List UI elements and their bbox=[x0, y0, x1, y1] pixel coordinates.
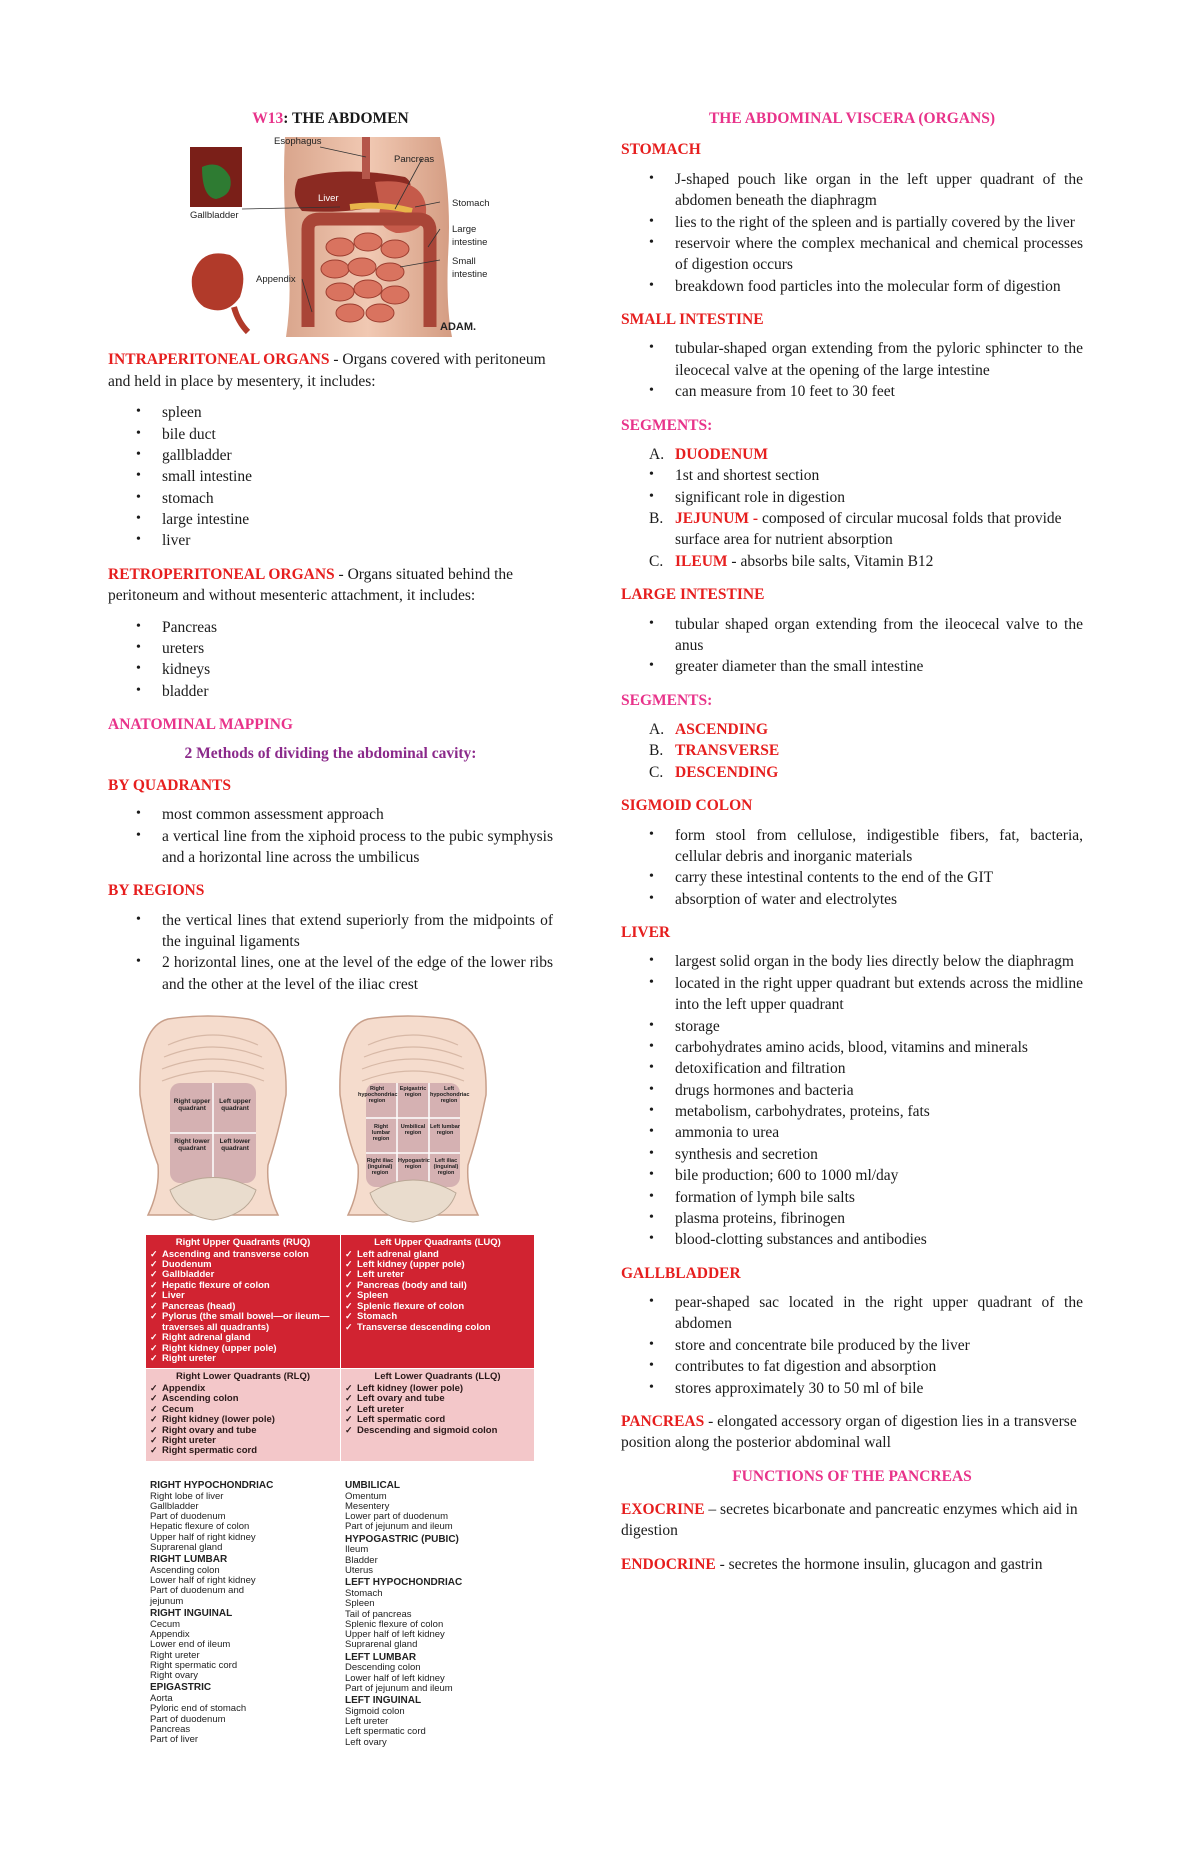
list-item: • drugs hormones and bacteria bbox=[621, 1080, 1083, 1101]
luq-heading: Left Upper Quadrants (LUQ) bbox=[374, 1237, 501, 1249]
list-item: ✓ Appendix bbox=[150, 1384, 336, 1394]
list-item: • bladder bbox=[108, 681, 553, 702]
list-item: ✓ Pancreas (head) bbox=[150, 1302, 336, 1312]
region-heading: RIGHT INGUINAL bbox=[150, 1607, 233, 1619]
pancreas-label: PANCREAS bbox=[621, 1412, 705, 1430]
list-item: Stomach bbox=[345, 1588, 383, 1600]
endocrine-text: - secretes the hormone insulin, glucagon and gastrin bbox=[715, 1555, 1043, 1573]
segment-item bbox=[621, 508, 1083, 551]
list-item: • formation of lymph bile salts bbox=[621, 1187, 1083, 1208]
list-item: • 1st and shortest section bbox=[621, 465, 1083, 486]
list-item: • store and concentrate bile produced by the liver bbox=[621, 1335, 1083, 1356]
list-item: ✓ Right ureter bbox=[150, 1354, 336, 1364]
regions-heading: BY REGIONS bbox=[108, 882, 205, 900]
intraperitoneal-paragraph bbox=[108, 349, 553, 392]
large-intestine-segments bbox=[621, 719, 1083, 783]
list-item: Part of duodenum bbox=[150, 1713, 226, 1725]
list-item: Lower half of left kidney bbox=[345, 1672, 445, 1684]
list-item: • carbohydrates amino acids, blood, vitamins and minerals bbox=[621, 1037, 1083, 1058]
list-item: Left spermatic cord bbox=[345, 1726, 426, 1738]
endocrine-paragraph bbox=[621, 1554, 1083, 1575]
gallbladder-label: Gallbladder bbox=[190, 210, 239, 222]
duodenum-label: DUODENUM bbox=[675, 445, 768, 463]
list-item: • small intestine bbox=[108, 466, 553, 487]
region-column-2 bbox=[335, 1479, 520, 1748]
region-column-1 bbox=[150, 1479, 335, 1748]
quadrant-organ-table bbox=[146, 1235, 534, 1461]
region-label: Left iliac (inguinal) region bbox=[433, 1158, 459, 1176]
list-item: Splenic flexure of colon bbox=[345, 1618, 444, 1630]
list-item: Spleen bbox=[345, 1598, 375, 1610]
list-item: • greater diameter than the small intestine bbox=[621, 656, 1083, 677]
rlq-cell bbox=[146, 1368, 340, 1461]
list-item: ✓ Stomach bbox=[345, 1312, 530, 1322]
list-item: ✓ Gallbladder bbox=[150, 1270, 336, 1280]
list-item: • absorption of water and electrolytes bbox=[621, 889, 1083, 910]
list-item: • J-shaped pouch like organ in the left upper quadrant of the abdomen beneath the diaphragm bbox=[621, 169, 1083, 212]
list-item: • bile duct bbox=[108, 424, 553, 445]
segment-item bbox=[621, 762, 1083, 783]
list-item: ✓ Left ureter bbox=[345, 1270, 530, 1280]
list-item: ✓ Right spermatic cord bbox=[150, 1446, 336, 1456]
region-organ-table bbox=[150, 1479, 520, 1748]
exocrine-paragraph bbox=[621, 1499, 1083, 1542]
list-item: Ileum bbox=[345, 1544, 369, 1556]
list-item: • stomach bbox=[108, 488, 553, 509]
list-item: ✓ Left spermatic cord bbox=[345, 1415, 530, 1425]
list-item: ✓ Ascending and transverse colon bbox=[150, 1250, 336, 1260]
list-item: ✓ Spleen bbox=[345, 1291, 530, 1301]
region-label: Umbilical region bbox=[400, 1124, 426, 1136]
list-item: • significant role in digestion bbox=[621, 487, 1083, 508]
list-item: • ureters bbox=[108, 638, 553, 659]
region-heading: UMBILICAL bbox=[345, 1479, 400, 1491]
list-item: Sigmoid colon bbox=[345, 1705, 405, 1717]
region-heading: EPIGASTRIC bbox=[150, 1682, 212, 1694]
ruq-heading: Right Upper Quadrants (RUQ) bbox=[175, 1237, 311, 1249]
list-item: ✓ Left ureter bbox=[345, 1405, 530, 1415]
quad-label-rlq: Right lower quadrant bbox=[174, 1138, 210, 1152]
list-item: ✓ Liver bbox=[150, 1291, 336, 1301]
retroperitoneal-list bbox=[108, 617, 553, 703]
list-item: ✓ Right ureter bbox=[150, 1436, 336, 1446]
list-item: Omentum bbox=[345, 1490, 387, 1502]
region-heading: LEFT LUMBAR bbox=[345, 1651, 417, 1663]
list-item: ✓ Right ovary and tube bbox=[150, 1426, 336, 1436]
intraperitoneal-heading: INTRAPERITONEAL ORGANS bbox=[108, 351, 330, 369]
segment-label: DESCENDING bbox=[675, 763, 779, 781]
segment-item bbox=[621, 551, 1083, 572]
list-item: • contributes to fat digestion and absorption bbox=[621, 1356, 1083, 1377]
list-item: • pear-shaped sac located in the right upper quadrant of the abdomen bbox=[621, 1292, 1083, 1335]
list-item: • gallbladder bbox=[108, 445, 553, 466]
list-marker: C. bbox=[649, 763, 664, 781]
region-label: Right lumbar region bbox=[371, 1124, 391, 1142]
list-item: Hepatic flexure of colon bbox=[150, 1521, 250, 1533]
list-item: traverses all quadrants) bbox=[162, 1321, 270, 1333]
pancreas-text: - elongated accessory organ of digestion lies in a transverse position along the posterior abdominal wall bbox=[621, 1412, 1077, 1452]
list-item: Upper half of left kidney bbox=[345, 1629, 445, 1641]
quadrants-list bbox=[108, 804, 553, 868]
list-item: ✓ Descending and sigmoid colon bbox=[345, 1426, 530, 1436]
list-item: ✓ Cecum bbox=[150, 1405, 336, 1415]
list-item: Left ureter bbox=[345, 1716, 389, 1728]
abdominal-division-illustration bbox=[108, 1015, 553, 1225]
segment-label: TRANSVERSE bbox=[675, 742, 780, 760]
list-item: ✓ Right kidney (lower pole) bbox=[150, 1415, 336, 1425]
region-label: Hypogastric region bbox=[398, 1158, 430, 1170]
abdomen-anatomy-figure bbox=[190, 137, 502, 337]
list-marker: B. bbox=[649, 742, 664, 760]
list-item: Part of jejunum and ileum bbox=[345, 1682, 453, 1694]
rlq-heading: Right Lower Quadrants (RLQ) bbox=[175, 1371, 311, 1383]
list-item: ✓ Left ovary and tube bbox=[345, 1394, 530, 1404]
list-item: • carry these intestinal contents to the end of the GIT bbox=[621, 867, 1083, 888]
region-heading: LEFT INGUINAL bbox=[345, 1695, 422, 1707]
adam-logo: ADAM. bbox=[440, 321, 477, 334]
list-item: Cecum bbox=[150, 1618, 181, 1630]
appendix-label: Appendix bbox=[256, 274, 296, 286]
list-item: Right lobe of liver bbox=[150, 1490, 224, 1502]
list-item: ✓ Left kidney (lower pole) bbox=[345, 1384, 530, 1394]
list-item: • blood-clotting substances and antibodies bbox=[621, 1229, 1083, 1250]
list-item: • kidneys bbox=[108, 659, 553, 680]
duodenum-list bbox=[621, 465, 1083, 508]
stomach-heading: STOMACH bbox=[621, 141, 701, 159]
list-item: ✓ Pylorus (the small bowel—or ileum— bbox=[150, 1312, 336, 1322]
list-item: Suprarenal gland bbox=[150, 1541, 223, 1553]
list-marker: A. bbox=[649, 721, 665, 738]
title-code: W13 bbox=[252, 110, 284, 127]
list-item: Descending colon bbox=[345, 1662, 421, 1674]
list-item: • lies to the right of the spleen and is partially covered by the liver bbox=[621, 212, 1083, 233]
quad-label-ruq: Right upper quadrant bbox=[173, 1098, 211, 1112]
list-item: Right ureter bbox=[150, 1649, 200, 1661]
pancreas-label: Pancreas bbox=[394, 154, 435, 166]
list-item: • large intestine bbox=[108, 509, 553, 530]
segment-item bbox=[621, 740, 1083, 761]
large-intestine-label: Large intestine bbox=[452, 224, 488, 249]
list-item: • bile production; 600 to 1000 ml/day bbox=[621, 1165, 1083, 1186]
list-item: ✓ Left kidney (upper pole) bbox=[345, 1260, 530, 1270]
list-item: • ammonia to urea bbox=[621, 1122, 1083, 1143]
viscera-title: THE ABDOMINAL VISCERA (ORGANS) bbox=[708, 110, 996, 127]
region-heading: RIGHT HYPOCHONDRIAC bbox=[150, 1479, 274, 1491]
retroperitoneal-paragraph bbox=[108, 564, 553, 607]
list-item: ✓ Splenic flexure of colon bbox=[345, 1302, 530, 1312]
luq-cell bbox=[340, 1235, 534, 1368]
jejunum-label: JEJUNUM - bbox=[675, 510, 759, 527]
list-item: • located in the right upper quadrant but extends across the midline into the left upper quadrant bbox=[621, 973, 1083, 1016]
list-item: ✓ Pancreas (body and tail) bbox=[345, 1281, 530, 1291]
regions-list bbox=[108, 910, 553, 996]
retroperitoneal-text: - Organs situated behind the peritoneum and without mesenteric attachment, it includes: bbox=[108, 565, 514, 605]
list-item: • plasma proteins, fibrinogen bbox=[621, 1208, 1083, 1229]
ileum-label: ILEUM bbox=[675, 552, 728, 570]
ruq-cell bbox=[146, 1235, 340, 1368]
region-heading: LEFT HYPOCHONDRIAC bbox=[345, 1577, 463, 1589]
retroperitoneal-heading: RETROPERITONEAL ORGANS bbox=[108, 565, 335, 583]
ileum-text: - absorbs bile salts, Vitamin B12 bbox=[727, 552, 934, 570]
mapping-heading: ANATOMINAL MAPPING bbox=[108, 716, 293, 733]
list-item: ✓ Right adrenal gland bbox=[150, 1333, 336, 1343]
jejunum-text: composed of circular mucosal folds that provide surface area for nutrient absorption bbox=[675, 510, 1062, 549]
list-item: • stores approximately 30 to 50 ml of bile bbox=[621, 1378, 1083, 1399]
mapping-subheading: 2 Methods of dividing the abdominal cavity: bbox=[184, 745, 477, 763]
list-item: Pancreas bbox=[150, 1723, 191, 1735]
sigmoid-heading: SIGMOID COLON bbox=[621, 797, 753, 815]
list-item: Lower half of right kidney bbox=[150, 1575, 256, 1587]
list-item: Upper half of right kidney bbox=[150, 1531, 256, 1543]
list-item: • the vertical lines that extend superiorly from the midpoints of the inguinal ligaments bbox=[108, 910, 553, 953]
list-item: Bladder bbox=[345, 1554, 378, 1566]
list-item: ✓ Left adrenal gland bbox=[345, 1250, 530, 1260]
list-item: • tubular shaped organ extending from the ileocecal valve to the anus bbox=[621, 614, 1083, 657]
region-label: Left hypochondriac region bbox=[430, 1086, 470, 1104]
list-item: • most common assessment approach bbox=[108, 804, 553, 825]
list-item: • storage bbox=[621, 1016, 1083, 1037]
liver-label: Liver bbox=[318, 193, 339, 205]
quadrant-table-row bbox=[146, 1235, 534, 1368]
quad-label-llq: Left lower quadrant bbox=[219, 1138, 251, 1152]
abdominal-division-figures bbox=[108, 1015, 553, 1225]
list-item: • metabolism, carbohydrates, proteins, fats bbox=[621, 1101, 1083, 1122]
list-item: Right ovary bbox=[150, 1670, 199, 1682]
list-item: • largest solid organ in the body lies directly below the diaphragm bbox=[621, 951, 1083, 972]
small-intestine-segments bbox=[621, 444, 1083, 465]
list-item: • reservoir where the complex mechanical and chemical processes of digestion occurs bbox=[621, 233, 1083, 276]
large-intestine-heading: LARGE INTESTINE bbox=[621, 586, 765, 604]
list-item: Pyloric end of stomach bbox=[150, 1703, 247, 1715]
list-item: • spleen bbox=[108, 402, 553, 423]
list-item: Part of duodenum and bbox=[150, 1585, 245, 1597]
list-item: Part of duodenum bbox=[150, 1511, 226, 1523]
list-item: Lower end of ileum bbox=[150, 1639, 231, 1651]
region-label: Right iliac (inguinal) region bbox=[366, 1158, 394, 1176]
segment-item bbox=[621, 444, 1083, 465]
large-intestine-list bbox=[621, 614, 1083, 678]
quadrants-heading: BY QUADRANTS bbox=[108, 776, 232, 794]
list-item: jejunum bbox=[150, 1595, 184, 1607]
list-item: ✓ Right kidney (upper pole) bbox=[150, 1344, 336, 1354]
small-intestine-heading: SMALL INTESTINE bbox=[621, 311, 764, 328]
list-item: Part of liver bbox=[150, 1734, 199, 1746]
liver-heading: LIVER bbox=[621, 924, 671, 941]
endocrine-label: ENDOCRINE bbox=[621, 1555, 716, 1573]
list-item: Lower part of duodenum bbox=[345, 1511, 448, 1523]
list-item: ✓ Transverse descending colon bbox=[345, 1323, 530, 1333]
exocrine-label: EXOCRINE bbox=[621, 1501, 705, 1518]
list-item: • detoxification and filtration bbox=[621, 1058, 1083, 1079]
region-label: Left lumbar region bbox=[430, 1124, 460, 1136]
stomach-label: Stomach bbox=[452, 198, 490, 210]
list-item: Right spermatic cord bbox=[150, 1659, 238, 1671]
list-item: ✓ Duodenum bbox=[150, 1260, 336, 1270]
region-label: Right hypochondriac region bbox=[358, 1086, 398, 1104]
intraperitoneal-text: - Organs covered with peritoneum and held in place by mesentery, it includes: bbox=[108, 351, 546, 390]
list-marker: C. bbox=[649, 552, 664, 570]
page-title bbox=[108, 108, 553, 129]
exocrine-text: – secretes bicarbonate and pancreatic enzymes which aid in digestion bbox=[621, 1501, 1078, 1540]
list-item: Uterus bbox=[345, 1564, 373, 1576]
segments-heading-2: SEGMENTS: bbox=[621, 691, 713, 709]
small-intestine-segments-cont bbox=[621, 508, 1083, 572]
list-item: • form stool from cellulose, indigestible fibers, fat, bacteria, cellular debris and inorganic materials bbox=[621, 825, 1083, 868]
list-item: • 2 horizontal lines, one at the level of the edge of the lower ribs and the other at the level of the iliac crest bbox=[108, 952, 553, 995]
small-intestine-list bbox=[621, 338, 1083, 402]
list-item: • tubular-shaped organ extending from the pyloric sphincter to the ileocecal valve at the opening of the large intestine bbox=[621, 338, 1083, 381]
list-item: ✓ Ascending colon bbox=[150, 1394, 336, 1404]
list-item: Part of jejunum and ileum bbox=[345, 1521, 453, 1533]
list-item: • liver bbox=[108, 530, 553, 551]
region-heading: HYPOGASTRIC (PUBIC) bbox=[345, 1533, 459, 1545]
region-label: Epigastric region bbox=[399, 1086, 427, 1098]
list-marker: B. bbox=[649, 510, 664, 527]
region-heading: RIGHT LUMBAR bbox=[150, 1554, 228, 1566]
list-item: • can measure from 10 feet to 30 feet bbox=[621, 381, 1083, 402]
pancreas-functions-heading: FUNCTIONS OF THE PANCREAS bbox=[732, 1467, 972, 1485]
quad-label-luq: Left upper quadrant bbox=[219, 1098, 251, 1112]
list-item: Appendix bbox=[150, 1629, 190, 1641]
gallbladder-list bbox=[621, 1292, 1083, 1399]
segments-heading: SEGMENTS: bbox=[621, 416, 713, 434]
list-item: Gallbladder bbox=[150, 1500, 199, 1512]
right-column bbox=[621, 108, 1083, 1575]
list-item: Tail of pancreas bbox=[345, 1608, 412, 1620]
liver-list bbox=[621, 951, 1083, 1250]
list-item: Left ovary bbox=[345, 1736, 387, 1748]
title-text: : THE ABDOMEN bbox=[283, 110, 409, 127]
segment-label: ASCENDING bbox=[675, 721, 769, 738]
left-column bbox=[108, 108, 553, 1748]
list-item: • Pancreas bbox=[108, 617, 553, 638]
list-item: Ascending colon bbox=[150, 1564, 220, 1576]
list-item: Mesentery bbox=[345, 1500, 390, 1512]
intraperitoneal-list bbox=[108, 402, 553, 552]
list-item: ✓ Hepatic flexure of colon bbox=[150, 1281, 336, 1291]
list-item: • a vertical line from the xiphoid process to the pubic symphysis and a horizontal line across the umbilicus bbox=[108, 826, 553, 869]
sigmoid-list bbox=[621, 825, 1083, 911]
list-item: Aorta bbox=[150, 1693, 173, 1705]
small-intestine-label: Small intestine bbox=[452, 256, 488, 281]
list-item: • breakdown food particles into the molecular form of digestion bbox=[621, 276, 1083, 297]
list-item: Suprarenal gland bbox=[345, 1639, 418, 1651]
gallbladder-heading: GALLBLADDER bbox=[621, 1264, 741, 1282]
list-marker: A. bbox=[649, 445, 665, 463]
stomach-list bbox=[621, 169, 1083, 297]
quadrant-table-row bbox=[146, 1368, 534, 1461]
segment-item bbox=[621, 719, 1083, 740]
llq-heading: Left Lower Quadrants (LLQ) bbox=[374, 1371, 501, 1383]
list-item: • synthesis and secretion bbox=[621, 1144, 1083, 1165]
esophagus-label: Esophagus bbox=[274, 136, 322, 148]
pancreas-paragraph bbox=[621, 1411, 1083, 1454]
llq-cell bbox=[340, 1368, 534, 1461]
